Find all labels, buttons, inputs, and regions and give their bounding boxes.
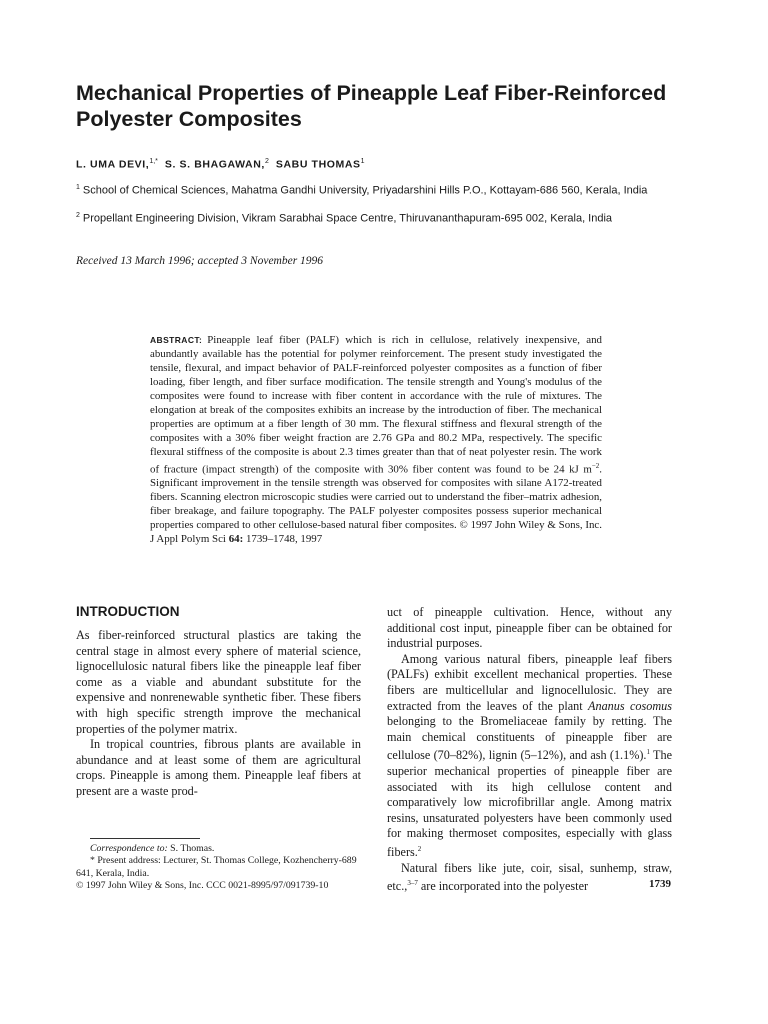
author-1-mark: 1,* (149, 158, 158, 165)
reference-marker: 2 (417, 844, 422, 853)
author-1: L. UMA DEVI, (76, 158, 150, 171)
left-column (76, 628, 361, 800)
received-dates: Received 13 March 1996; accepted 3 November 1996 (76, 255, 324, 267)
abstract-label: ABSTRACT: (150, 335, 203, 345)
intro-paragraph-4-text-b: belonging to the Bromeliaceae family by retting. The main chemical constituents of pineapple fiber are cellulose (70–82%), lignin (5–12%), and ash (1.1%). (387, 714, 672, 763)
author-2: S. S. BHAGAWAN, (164, 158, 265, 171)
intro-paragraph-4-text-c: The superior mechanical properties of pineapple fiber are associated with its high cellulose content and comparatively low microfibrillar angle. Among matrix resins, unsaturated polyesters have been commonly used for making thermoset composites, especially with glass fibers. (387, 748, 672, 860)
intro-paragraph-5-text-a: Natural fibers like jute, coir, sisal, sunhemp, straw, etc., (387, 860, 672, 894)
abstract-pages: 1739–1748, 1997 (245, 532, 323, 545)
footnotes (76, 843, 366, 892)
author-list (76, 158, 365, 171)
reference-marker: 1 (646, 748, 650, 757)
author-2-mark: 2 (264, 158, 269, 165)
author-3-mark: 1 (360, 158, 365, 165)
copyright-note: © 1997 John Wiley & Sons, Inc. CCC 0021-8995/97/091739-10 (76, 879, 329, 891)
page-number: 1739 (649, 878, 671, 890)
section-heading-introduction: INTRODUCTION (76, 604, 180, 619)
abstract-text-1: Pineapple leaf fiber (PALF) which is rich in cellulose, relatively inexpensive, and abundantly available has the potential for polymer reinforcement. The present study investigated the tensile, flexural, and impact behavior of PALF-reinforced polyester composites as a function of fiber loading, fiber length, and fiber surface modification. The tensile strength and Young's modulus of the composites were found to increase with fiber content in accordance with the rule of mixtures. The elongation at break of the composites exhibits an increase by the introduction of fiber. The mechanical properties are optimum at a fiber length of 30 mm. The flexural stiffness and flexural strength of the composites with a 30% fiber weight fraction are 2.76 GPa and 80.2 MPa, respectively. The specific flexural stiffness of the composite is about 2.3 times greater than that of neat polyester resin. The work of fracture (impact strength) of the composite with 30% fiber content was found to be 24 kJ m (150, 334, 602, 476)
correspondence-note (76, 843, 366, 855)
correspondence-label: Correspondence to: (90, 843, 168, 854)
affiliation-2-text: Propellant Engineering Division, Vikram Sarabhai Space Centre, Thiruvananthapuram-695 002, Kerala, India (82, 212, 613, 225)
reference-marker: 3–7 (407, 879, 418, 888)
affiliation-2-number: 2 (76, 212, 80, 219)
affiliation-1 (76, 184, 647, 197)
affiliation-1-number: 1 (76, 184, 80, 191)
species-name: Ananus cosomus (588, 698, 672, 713)
correspondence-name: S. Thomas. (167, 843, 215, 854)
intro-paragraph-4 (387, 652, 672, 861)
abstract (150, 334, 602, 547)
intro-paragraph-3: uct of pineapple cultivation. Hence, without any additional cost input, pineapple fiber can be obtained for industrial purposes. (387, 605, 672, 651)
affiliation-2 (76, 212, 612, 225)
intro-paragraph-5-text-b: are incorporated into the polyester (417, 879, 589, 894)
author-3: SABU THOMAS (275, 158, 361, 171)
abstract-text-2: . Significant improvement in the tensile strength was observed for composites with silane A172-treated fibers. Scanning electron microscopic studies were carried out to understand the fiber–matrix adhesion, fiber breakage, and failure topography. The PALF polyester composites possess superior mechanical properties compared to other cellulose-based natural fiber composites. © 1997 John Wiley & Sons, Inc. J Appl Polym Sci (150, 463, 602, 545)
present-address-note: * Present address: Lecturer, St. Thomas College, Kozhencherry-689 641, Kerala, India. (76, 855, 357, 879)
footnote-rule (90, 838, 200, 839)
abstract-volume: 64: (228, 532, 244, 545)
intro-paragraph-1: As fiber-reinforced structural plastics are taking the central stage in almost every sphere of material science, lignocellulosic natural fibers like the pineapple leaf fiber come as a viable and abundant substitute for the expensive and nonrenewable synthetic fiber. These fibers with high specific strength improve the mechanical properties of the polymer matrix. (76, 628, 361, 736)
affiliation-1-text: School of Chemical Sciences, Mahatma Gandhi University, Priyadarshini Hills P.O., Kottayam-686 560, Kerala, India (82, 184, 648, 197)
intro-paragraph-4-text-a: Among various natural fibers, pineapple leaf fibers (PALFs) exhibit excellent mechanical properties. These fibers are multicellular and lignocellulosic. They are extracted from the leaves of the plant (387, 651, 672, 713)
intro-paragraph-2: In tropical countries, fibrous plants are available in abundance and at least some of them are agricultural crops. Pineapple is among them. Pineapple leaf fibers at present are a waste prod- (76, 737, 361, 798)
paper-title: Mechanical Properties of Pineapple Leaf Fiber-Reinforced Polyester Composites (76, 81, 667, 131)
abstract-exponent: −2 (591, 461, 600, 470)
intro-paragraph-5 (387, 861, 672, 895)
right-column (387, 605, 672, 895)
